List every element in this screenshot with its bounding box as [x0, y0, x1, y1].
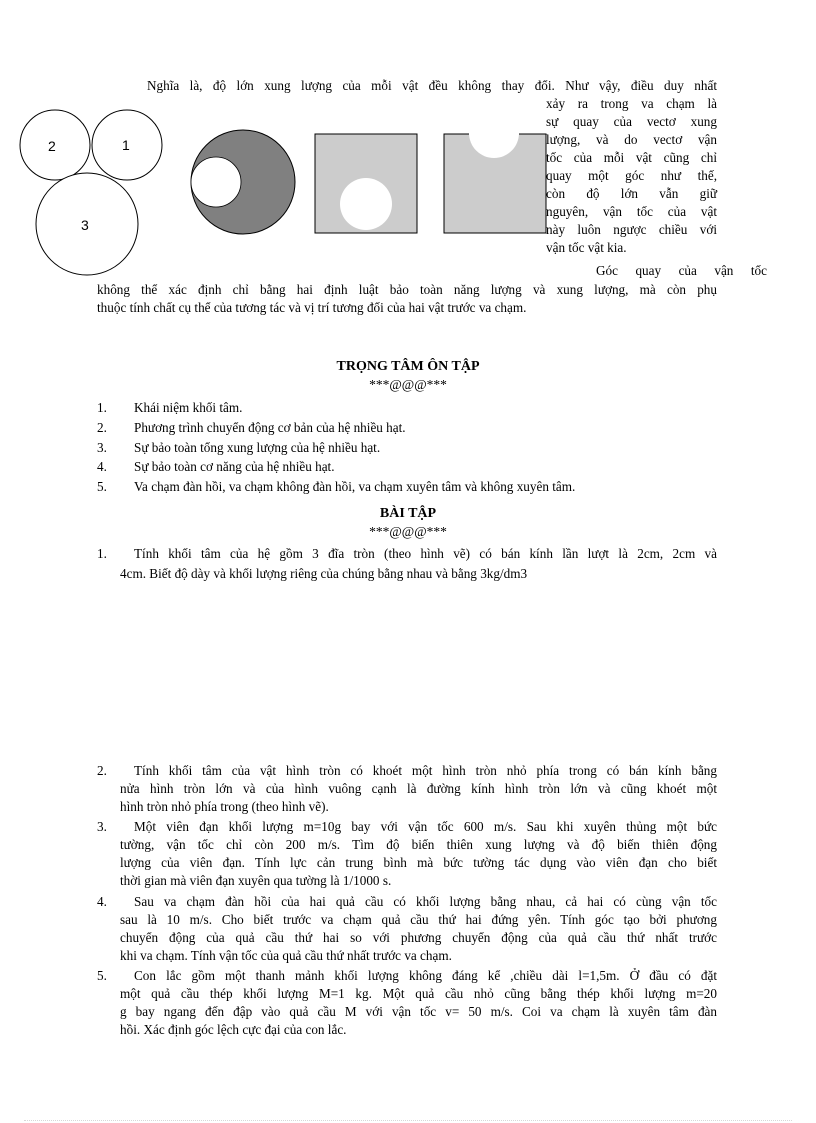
- intro-side-column: [546, 95, 717, 257]
- review-num: 1.: [97, 400, 107, 415]
- intro-line-after-1: không thể xác định chỉ bằng hai định luật bảo toàn năng lượng và xung lượng, mà còn phụ: [97, 282, 717, 297]
- side-line: vận tốc vật kia.: [546, 240, 627, 255]
- square-with-hole-figure-1: [315, 134, 417, 233]
- review-item: Khái niệm khối tâm.: [134, 400, 243, 415]
- exercise-line: hồi. Xác định góc lệch cực đại của con lắc.: [120, 1022, 347, 1037]
- side-line: này luôn ngược chiều với: [546, 222, 717, 237]
- exercise-line: thời gian mà viên đạn xuyên qua tường là 1/1000 s.: [120, 873, 392, 888]
- exercise-line: Sau va chạm đàn hồi của hai quả cầu có khối lượng bằng nhau, cả hai có cùng vận tốc: [134, 894, 717, 909]
- exercises-stars: ***@@@***: [369, 524, 447, 539]
- intro-line-1: Nghĩa là, độ lớn xung lượng của mỗi vật đều không thay đổi. Như vậy, điều duy nhất: [147, 78, 717, 93]
- exercise-line: g bay ngang đến đập vào quả cầu M với vận tốc v= 50 m/s. Coi va chạm là xuyên tâm đàn: [120, 1004, 717, 1019]
- intro-line-after-2: thuộc tính chất cụ thể của tương tác và vị trí tương đối của hai vật trước va chạm.: [97, 300, 527, 315]
- exercise-num: 1.: [97, 546, 107, 561]
- review-num: 2.: [97, 420, 107, 435]
- review-title: TRỌNG TÂM ÔN TẬP: [336, 359, 480, 374]
- three-disks-figure: [20, 110, 162, 275]
- side-line: nguyên, vận tốc của vật: [546, 204, 717, 219]
- review-item: Sự bảo toàn tổng xung lượng của hệ nhiều hạt.: [134, 440, 381, 455]
- side-line: lượng, và do vectơ vận: [546, 132, 717, 147]
- exercise-num: 5.: [97, 968, 107, 983]
- hole: [191, 157, 241, 207]
- exercise-line: Một viên đạn khối lượng m=10g bay với vận tốc 600 m/s. Sau khi xuyên thủng một bức: [134, 819, 717, 834]
- exercise-num: 3.: [97, 819, 107, 834]
- square-with-hole-figure-2: [444, 108, 546, 233]
- disk-3-label: 3: [81, 217, 89, 233]
- exercise-line: tường, vận tốc chỉ còn 200 m/s. Tìm độ biến thiên xung lượng và độ biến thiên động: [120, 837, 717, 852]
- side-line: quay một góc như thế,: [546, 168, 717, 183]
- hole: [340, 178, 392, 230]
- exercise-line: lượng của viên đạn. Tính lực cản trung bình mà bức tường tác dụng vào viên đạn cho biết: [120, 855, 717, 870]
- review-num: 5.: [97, 479, 107, 494]
- hole: [469, 108, 519, 158]
- side-line: xảy ra trong va chạm là: [546, 96, 717, 111]
- exercise-num: 2.: [97, 763, 107, 778]
- review-num: 3.: [97, 440, 107, 455]
- disk-1-label: 1: [122, 137, 130, 153]
- side-line: còn độ lớn vẫn giữ: [546, 186, 717, 201]
- exercise-line: Tính khối tâm của vật hình tròn có khoét một hình tròn nhỏ phía trong có bán kính bằng: [134, 763, 717, 778]
- exercise-num: 4.: [97, 894, 107, 909]
- page-bottom-rule: [24, 1120, 792, 1121]
- exercise-line: chuyển động của quả cầu thứ hai so với phương chuyển động của quả cầu thứ nhất trước: [120, 930, 717, 945]
- side-line: sự quay của vectơ xung: [546, 114, 717, 129]
- exercise-line: khi va chạm. Tính vận tốc của quả cầu thứ nhất trước va chạm.: [120, 948, 452, 963]
- exercise-line: hình tròn nhỏ phía trong (theo hình vẽ).: [120, 799, 329, 814]
- disk-2-label: 2: [48, 138, 56, 154]
- figures: [0, 100, 560, 280]
- exercise-line: 4cm. Biết độ dày và khối lượng riêng của chúng bằng nhau và bằng 3kg/dm3: [120, 566, 528, 581]
- review-item: Sự bảo toàn cơ năng của hệ nhiều hạt.: [134, 459, 335, 474]
- review-num: 4.: [97, 459, 107, 474]
- intro-line-goc: Góc quay của vận tốc: [596, 263, 767, 278]
- exercise-line: sau là 10 m/s. Cho biết trước va chạm quả cầu thứ hai đứng yên. Tính góc tạo bởi phương: [120, 912, 717, 927]
- review-stars: ***@@@***: [369, 377, 447, 392]
- hollowed-disk-figure: [191, 130, 295, 234]
- exercises-title: BÀI TẬP: [379, 506, 437, 521]
- exercise-line: nửa hình tròn lớn và của hình vuông cạnh là đường kính hình tròn lớn và cũng khoét một: [120, 781, 717, 796]
- exercise-line: một quả cầu thép khối lượng M=1 kg. Một quả cầu nhỏ cũng bằng thép khối lượng m=20: [120, 986, 717, 1001]
- side-line: tốc của mỗi vật cũng chỉ: [546, 150, 717, 165]
- exercise-line: Con lắc gồm một thanh mảnh khối lượng không đáng kể ,chiều dài l=1,5m. Ở đầu có đặt: [134, 968, 717, 983]
- exercise-line: Tính khối tâm của hệ gồm 3 đĩa tròn (theo hình vẽ) có bán kính lần lượt là 2cm, 2cm và: [134, 546, 717, 561]
- review-item: Va chạm đàn hồi, va chạm không đàn hồi, va chạm xuyên tâm và không xuyên tâm.: [134, 479, 576, 494]
- review-item: Phương trình chuyển động cơ bản của hệ nhiều hạt.: [134, 420, 406, 435]
